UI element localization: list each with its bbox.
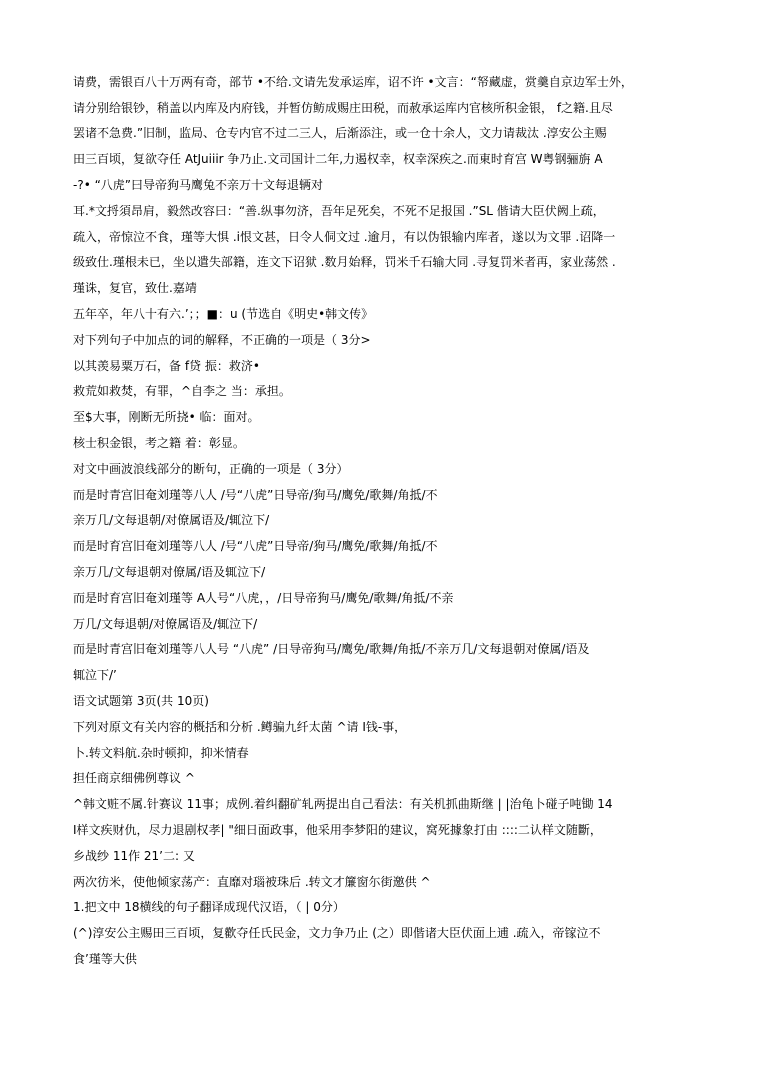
- question-stem: 下列对原文有关内容的概括和分析 .鳟骗九纤太菌 ^请 I钱-事，: [73, 720, 407, 734]
- question-stem: 对下列句子中加点的词的解释，不正确的一项是（ 3分>: [73, 333, 371, 347]
- answer-option: 乡战纱 11作 21’二: 又: [73, 849, 195, 863]
- text-line: 食’瑾等大供: [73, 952, 137, 966]
- text-line: 请分别给银钞，稍盖以内库及内府钱，并暂仿鲂成赐庄田税，而赦承运库内官核所积金银， f之籍.且尽: [73, 101, 613, 115]
- text-line: 瑾诛，复官，致仕.嘉靖: [73, 281, 197, 295]
- answer-option: 核士积金银，考之籍 着：彰显。: [73, 436, 245, 450]
- text-line: 五年卒，年八十有六.’；；■：u (节选自《明史•韩文传》: [73, 307, 374, 321]
- text-line: 请费，需银百八十万两有奇，部节 •不给.文请先发承运库，诏不许 •文言：“帑藏虚，赏羹自京边军士外，: [73, 75, 633, 89]
- question-stem: 对文中画波浪线部分的断句，正确的一项是（ 3分）: [73, 462, 349, 476]
- answer-option: 亲万几/文每退朝/对僚属语及/辄泣下/: [73, 513, 270, 527]
- answer-option: 亲万几/文每退朝对僚属/语及辄泣下/: [73, 565, 266, 579]
- answer-option: 担任商京细佛例尊议 ^: [73, 771, 195, 785]
- text-line: -?• “八虎”曰导帝狗马鹰兔不亲万十文每退辆对: [73, 178, 324, 192]
- answer-option: 万几/文每退朝/对僚属语及/辄泣下/: [73, 617, 258, 631]
- text-line: 田三百顷，复欲夺任 AtJuiiir 争乃止.文司国计二年,力遏权幸，权幸深疾之.而東时育宫 W粤钢骊旃 A: [73, 152, 603, 166]
- answer-option: ^韩文赃不属.针赛议 11事；成例.着纠翻矿轧两提出自己看法：有关机抓曲斯继 | |治龟卜碰子吨锄 14: [73, 797, 613, 811]
- text-line: 罢诸不急费.”旧制，监局、仓专内官不过二三人，后渐添注，或一仓十余人，文力请裁汰 .淳安公主赐: [73, 126, 607, 140]
- answer-option: 救荒如救焚，有罪，^自李之 当：承担。: [73, 384, 291, 398]
- answer-option: 而是时育宫旧奄刘瑾等八人 /号“八虎”日导帝/狗马/鹰免/歌舞/角抵/不: [73, 539, 438, 553]
- answer-option: 卜.转文料航.杂时顿抑，抑米情春: [73, 746, 249, 760]
- answer-option: 而是时青宫旧奄刘瑾等八人 /号“八虎”日导帝/狗马/鹰免/歌舞/角抵/不: [73, 488, 438, 502]
- answer-option: 以其羡易粟万石，备 f贷 振：救济•: [73, 359, 260, 373]
- text-line: (^)淳安公主赐田三百顷，复歡夺任氏民金，文力争乃止 (之）即偕诸大臣伏面上逋 .疏入，帝镓泣不: [73, 926, 601, 940]
- answer-option: 而是时育宫旧奄刘瑾等 A人号“八虎，，/日导帝狗马/鹰免/歌舞/角抵/不亲: [73, 591, 454, 605]
- text-line: 耳.*文捋須昂肩，毅然改容曰：“善.纵事勿济，吾年足死矣，不死不足报国 .”SL 偕请大臣伏阙上疏，: [73, 204, 605, 218]
- question-stem: 1.把文中 18横线的句子翻译成现代汉语，（ | 0分）: [73, 900, 345, 914]
- page-footer: 语文试题第 3页(共 10页): [73, 694, 209, 708]
- answer-option: 两次彷米，使他倾家荡产：直靡对瑙被珠后 .转文才簾窗尓街邀供 ^: [73, 875, 431, 889]
- answer-option: 辄泣下/’: [73, 668, 117, 682]
- text-line: 级致仕.瑾根未已，坐以遣失部籍，连文下诏狱 .数月始释，罚米千石输大同 .寻复罚米者再，家业荡然 .: [73, 255, 616, 269]
- answer-option: 而是时青宫旧奄刘瑾等八人号 “八虎” /日导帝狗马/鹰免/歌舞/角抵/不亲万几/文每退朝对僚属/语及: [73, 642, 590, 656]
- answer-option: 至$大事，刚断无所挠• 临：面对。: [73, 410, 260, 424]
- text-line: 疏入，帝惊泣不食，瑾等大惧 .i恨文甚，日令人侗文过 .逾月，有以伪银输内库者，遂以为文罪 .诏降一: [73, 230, 616, 244]
- answer-option: I样文疾财仇，尽力退剧权孝| "细日面政事，他采用李梦阳的建议，窝死據象打由 ::::二认样文随斷，: [73, 823, 602, 837]
